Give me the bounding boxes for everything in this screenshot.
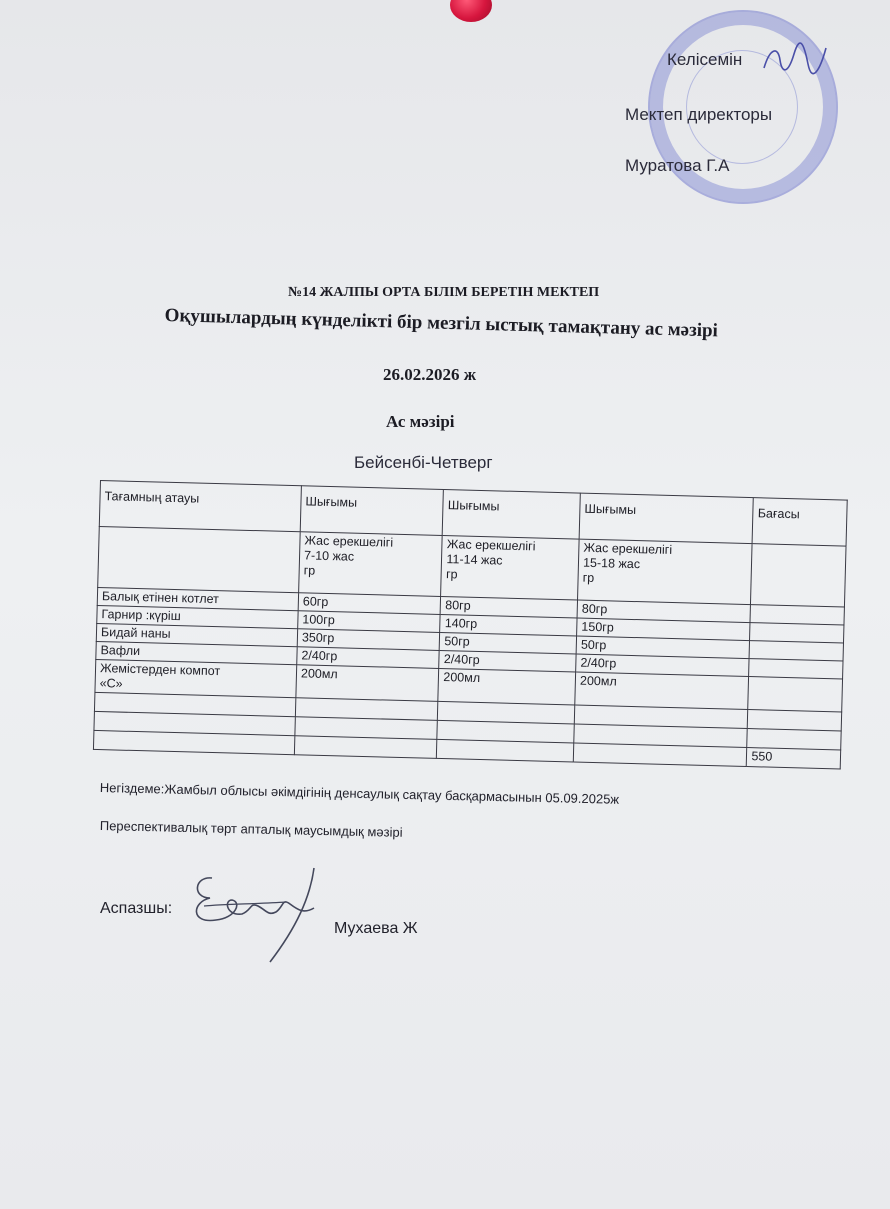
menu-label: Ас мәзірі <box>386 412 455 431</box>
dish-price <box>748 677 842 712</box>
age-group-range: 11-14 жас <box>446 552 503 568</box>
dish-name: Бидай наны <box>96 623 297 646</box>
age-group-cell <box>441 535 579 600</box>
table-cell <box>751 544 846 607</box>
portion-7-10: 2/40гр <box>297 647 440 669</box>
portion-7-10: 350гр <box>297 629 440 651</box>
age-group-label: Жас ерекшелігі <box>583 540 673 557</box>
portion-15-18: 80гр <box>577 600 751 623</box>
director-signature <box>760 40 830 80</box>
portion-15-18: 200мл <box>575 672 749 710</box>
table-cell <box>747 729 841 750</box>
age-group-label: Жас ерекшелігі <box>304 533 394 550</box>
age-group-unit: гр <box>582 570 595 585</box>
age-group-unit: гр <box>445 567 458 582</box>
menu-table-wrapper <box>92 480 848 804</box>
day-of-week: Бейсенбі-Четверг <box>354 453 493 472</box>
portion-11-14: 80гр <box>441 596 578 618</box>
menu-table <box>93 480 848 769</box>
table-cell <box>748 710 842 731</box>
dish-price <box>750 623 844 643</box>
portion-11-14: 2/40гр <box>439 650 576 672</box>
portion-15-18: 50гр <box>576 636 750 659</box>
basis-note: Негіздеме:Жамбыл облысы әкімдігінің денсаулық сақтау басқармасынын 05.09.2025ж <box>99 780 620 807</box>
approval-agreed: Келісемін <box>667 50 743 69</box>
table-cell <box>437 739 574 762</box>
table-cell <box>98 526 300 592</box>
table-cell <box>93 730 294 754</box>
cook-signature <box>186 858 336 968</box>
portion-11-14: 50гр <box>440 632 577 654</box>
table-cell <box>573 743 747 767</box>
dish-name: Балық етінен котлет <box>97 587 298 610</box>
approval-name: Муратова Г.А <box>625 156 730 175</box>
portion-11-14: 140гр <box>440 614 577 636</box>
age-group-unit: гр <box>303 563 316 578</box>
portion-7-10: 60гр <box>298 593 441 615</box>
portion-7-10: 100гр <box>298 611 441 633</box>
dish-name: Вафли <box>96 641 297 664</box>
age-group-cell <box>578 539 753 605</box>
age-group-range: 15-18 жас <box>582 555 641 572</box>
menu-title: Оқушылардың күнделікті бір мезгіл ыстық тамақтану ас мәзірі <box>164 305 719 342</box>
cook-label: Аспазшы: <box>100 900 173 917</box>
cook-name: Мухаева Ж <box>334 920 418 937</box>
age-group-range: 7-10 жас <box>303 548 355 564</box>
perspective-note: Переспективалық төрт апталық маусымдық мәзірі <box>99 818 403 840</box>
menu-date: 26.02.2026 ж <box>383 365 477 384</box>
portion-11-14: 200мл <box>438 668 575 705</box>
column-header: Тағамның атауы <box>99 481 301 532</box>
portion-15-18: 2/40гр <box>576 654 750 677</box>
menu-rows <box>95 587 844 712</box>
portion-15-18: 150гр <box>577 618 751 641</box>
table-cell <box>294 736 437 759</box>
dish-name: Жемістерден компот «С» <box>95 659 297 697</box>
column-header: Шығымы <box>443 490 581 540</box>
school-name: №14 ЖАЛПЫ ОРТА БІЛІМ БЕРЕТІН МЕКТЕП <box>288 285 600 300</box>
column-header: Шығымы <box>300 486 444 536</box>
approval-position: Мектеп директоры <box>625 105 773 124</box>
total-price: 550 <box>747 748 841 769</box>
portion-7-10: 200мл <box>296 665 439 702</box>
dish-name: Гарнир :күріш <box>97 605 298 628</box>
column-header: Шығымы <box>579 493 754 544</box>
age-group-cell <box>299 532 443 597</box>
age-group-label: Жас ерекшелігі <box>446 537 536 554</box>
column-header: Бағасы <box>753 498 848 546</box>
